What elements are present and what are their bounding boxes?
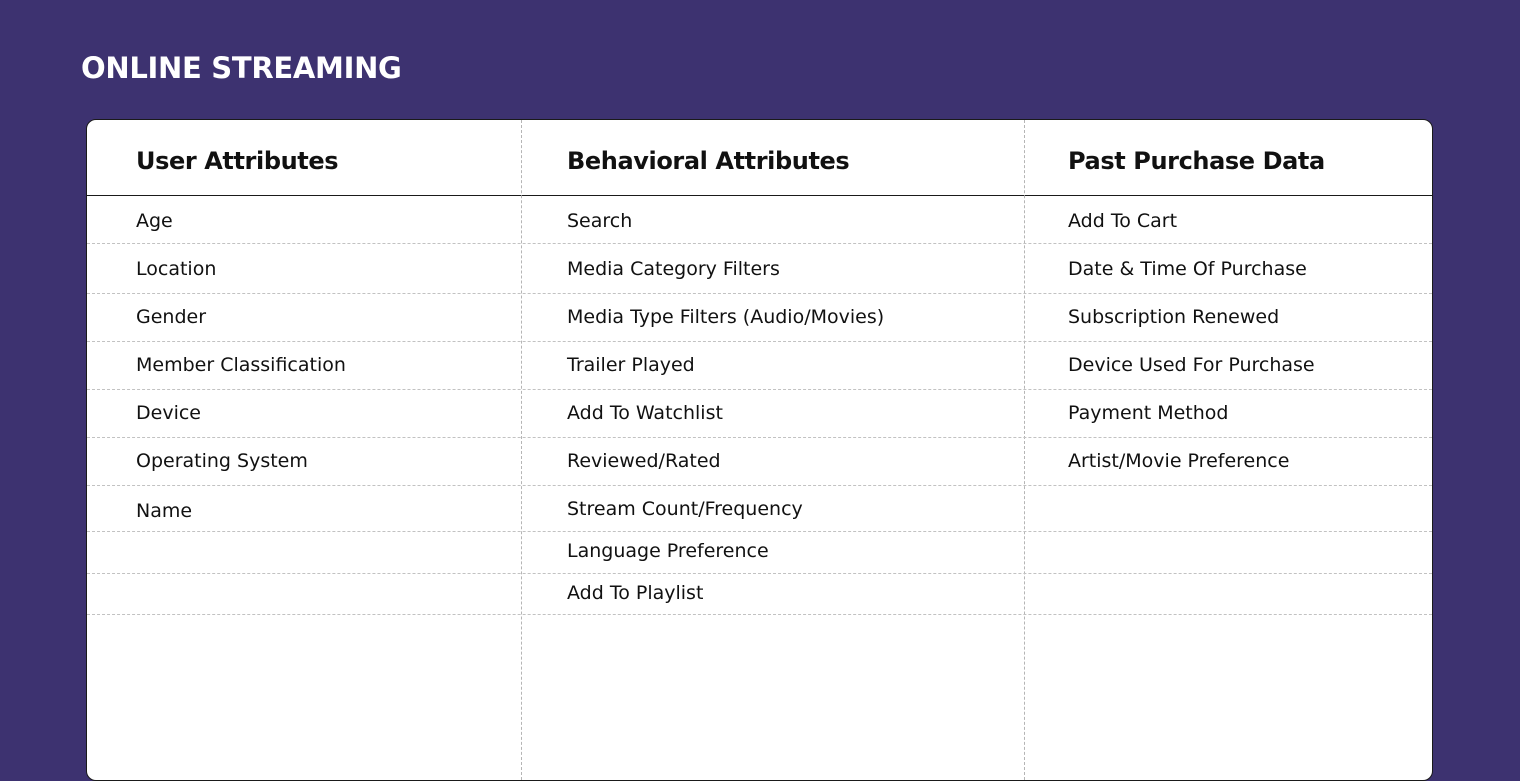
- column-header-user-attributes: User Attributes: [136, 147, 339, 175]
- row-divider: [87, 614, 1432, 615]
- attributes-table: [86, 119, 1433, 781]
- table-cell: Age: [136, 210, 173, 232]
- column-header-behavioral-attributes: Behavioral Attributes: [567, 147, 850, 175]
- table-cell: Subscription Renewed: [1068, 306, 1280, 328]
- table-cell: Search: [567, 210, 633, 232]
- table-cell: Trailer Played: [567, 354, 695, 376]
- table-cell: Location: [136, 258, 217, 280]
- row-divider: [87, 485, 1432, 486]
- row-divider: [87, 293, 1432, 294]
- row-divider: [87, 531, 1432, 532]
- table-cell: Device: [136, 402, 201, 424]
- table-cell: Reviewed/Rated: [567, 450, 721, 472]
- table-cell: Device Used For Purchase: [1068, 354, 1315, 376]
- row-divider: [87, 437, 1432, 438]
- page-title: ONLINE STREAMING: [81, 51, 402, 85]
- table-cell: Artist/Movie Preference: [1068, 450, 1290, 472]
- row-divider: [87, 573, 1432, 574]
- column-header-past-purchase-data: Past Purchase Data: [1068, 147, 1325, 175]
- column-divider: [521, 120, 522, 780]
- table-cell: Add To Watchlist: [567, 402, 723, 424]
- table-cell: Gender: [136, 306, 207, 328]
- row-divider: [87, 341, 1432, 342]
- table-cell: Member Classification: [136, 354, 346, 376]
- table-header-row: [87, 120, 1432, 196]
- table-cell: Add To Playlist: [567, 582, 704, 604]
- table-cell: Operating System: [136, 450, 308, 472]
- table-cell: Add To Cart: [1068, 210, 1178, 232]
- table-cell: Name: [136, 500, 193, 522]
- table-cell: Language Preference: [567, 540, 769, 562]
- table-cell: Media Type Filters (Audio/Movies): [567, 306, 885, 328]
- column-divider: [1024, 120, 1025, 780]
- row-divider: [87, 243, 1432, 244]
- row-divider: [87, 389, 1432, 390]
- table-cell: Media Category Filters: [567, 258, 780, 280]
- table-cell: Stream Count/Frequency: [567, 498, 803, 520]
- table-cell: Date & Time Of Purchase: [1068, 258, 1307, 280]
- table-cell: Payment Method: [1068, 402, 1229, 424]
